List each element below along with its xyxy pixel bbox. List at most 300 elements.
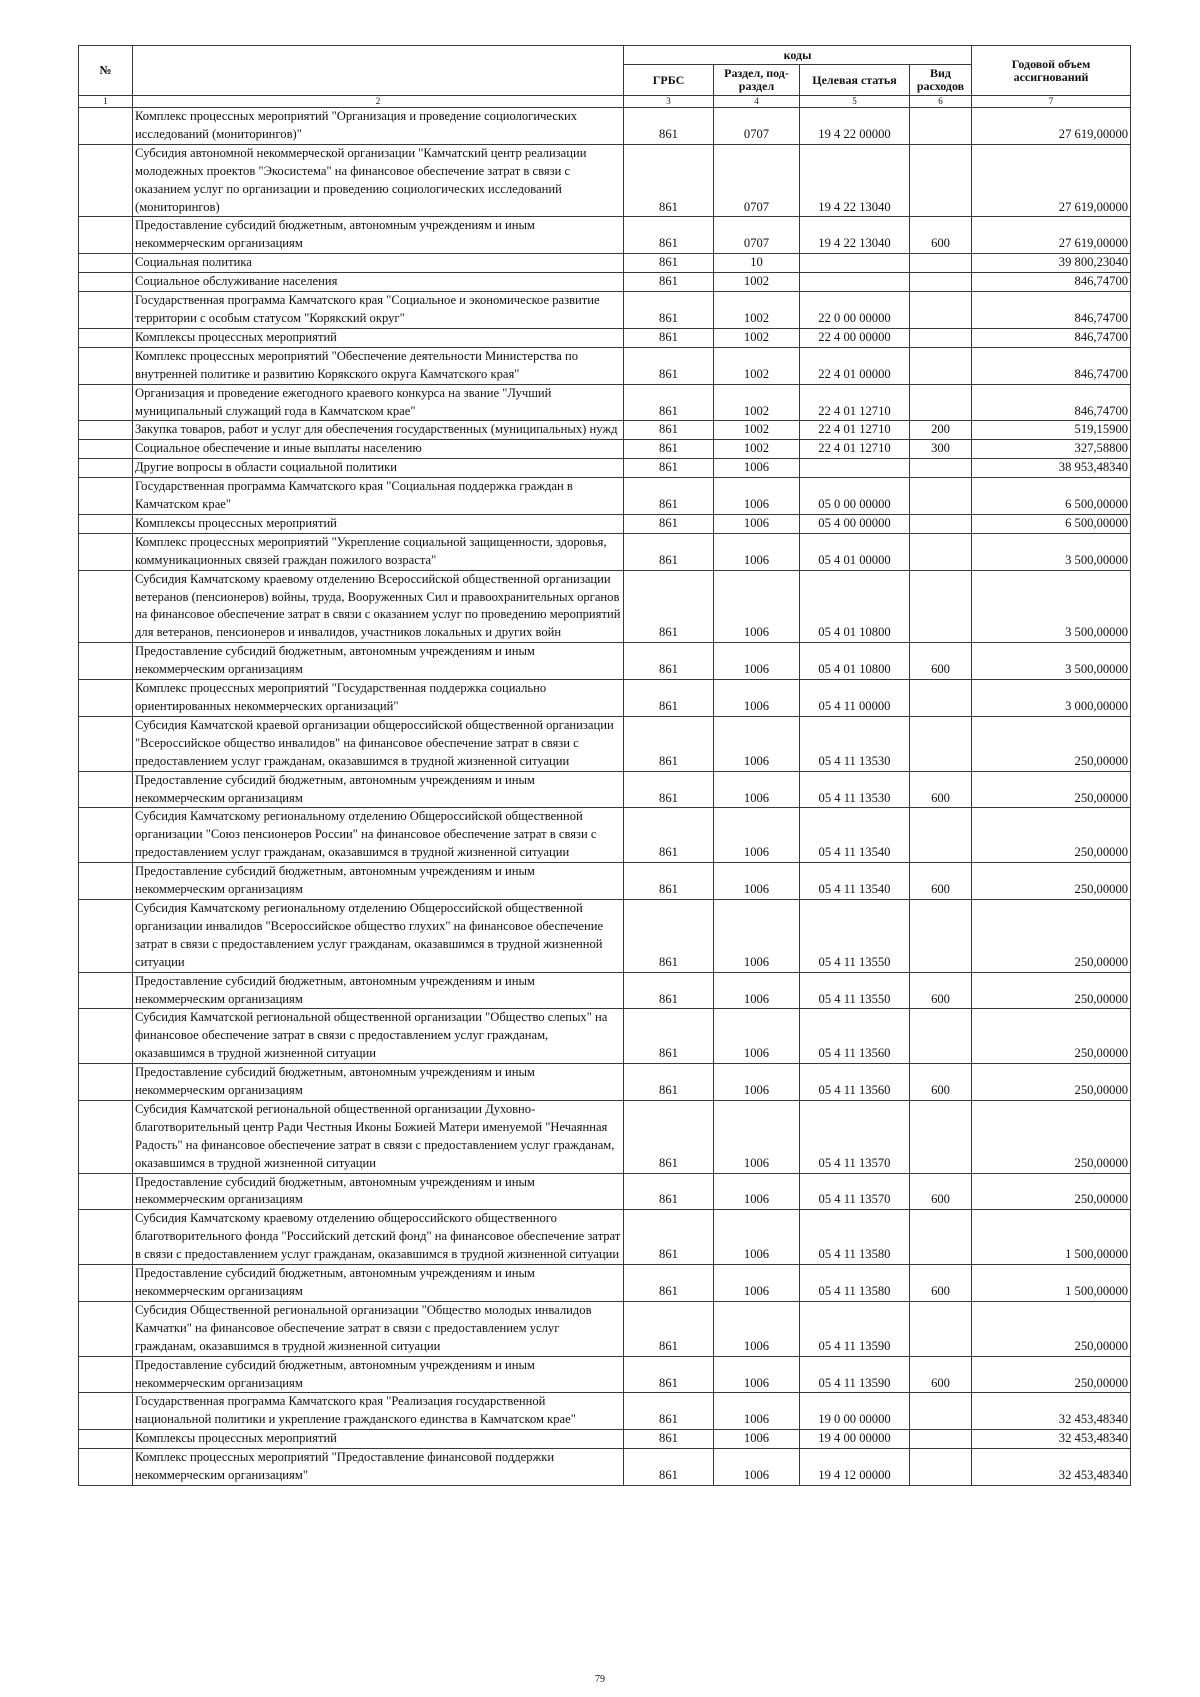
row-exp-type-cell [910, 1009, 972, 1064]
table-body [79, 108, 1131, 1486]
row-grbs-cell: 861 [624, 716, 714, 771]
row-number-cell [79, 1301, 133, 1356]
row-exp-type-cell [910, 1100, 972, 1173]
row-amount-cell: 250,00000 [972, 972, 1131, 1009]
row-name-cell: Комплекс процессных мероприятий "Государственная поддержка социально ориентированных некоммерческих организаций" [133, 680, 624, 717]
row-name-cell: Предоставление субсидий бюджетным, автономным учреждениям и иным некоммерческим организациям [133, 1265, 624, 1302]
row-number-cell [79, 771, 133, 808]
row-grbs-cell: 861 [624, 384, 714, 421]
row-amount-cell: 250,00000 [972, 1356, 1131, 1393]
row-exp-type-cell [910, 478, 972, 515]
row-grbs-cell: 861 [624, 440, 714, 459]
row-amount-cell: 250,00000 [972, 1064, 1131, 1101]
header-section: Раздел, под-раздел [714, 65, 800, 96]
row-section-cell: 1006 [714, 771, 800, 808]
row-grbs-cell: 861 [624, 899, 714, 972]
row-amount-cell: 32 453,48340 [972, 1430, 1131, 1449]
table-row [79, 808, 1131, 863]
row-name-cell: Комплексы процессных мероприятий [133, 514, 624, 533]
row-number-cell [79, 1173, 133, 1210]
row-number-cell [79, 347, 133, 384]
row-name-cell: Субсидия Общественной региональной организации "Общество молодых инвалидов Камчатки" на финансовое обеспечение затрат в связи с предоставлением услуг гражданам, оказавшимся в трудной жизненной ситуации [133, 1301, 624, 1356]
row-grbs-cell: 861 [624, 570, 714, 643]
table-row [79, 421, 1131, 440]
row-exp-type-cell: 600 [910, 1356, 972, 1393]
column-number: 1 [79, 96, 133, 108]
row-target-cell: 22 0 00 00000 [800, 292, 910, 329]
header-target: Целевая статья [800, 65, 910, 96]
table-row [79, 254, 1131, 273]
row-target-cell [800, 254, 910, 273]
row-number-cell [79, 440, 133, 459]
row-amount-cell: 32 453,48340 [972, 1393, 1131, 1430]
row-name-cell: Предоставление субсидий бюджетным, автономным учреждениям и иным некоммерческим организациям [133, 217, 624, 254]
table-row [79, 570, 1131, 643]
row-number-cell [79, 533, 133, 570]
row-exp-type-cell [910, 1449, 972, 1486]
column-number: 6 [910, 96, 972, 108]
table-row [79, 680, 1131, 717]
row-section-cell: 1002 [714, 328, 800, 347]
row-name-cell: Субсидия Камчатской региональной общественной организации "Общество слепых" на финансовое обеспечение затрат в связи с предоставлением услуг гражданам, оказавшимся в трудной жизненной ситуации [133, 1009, 624, 1064]
row-amount-cell: 27 619,00000 [972, 108, 1131, 145]
row-number-cell [79, 478, 133, 515]
row-grbs-cell: 861 [624, 1173, 714, 1210]
row-amount-cell: 250,00000 [972, 716, 1131, 771]
header-name [133, 46, 624, 96]
row-amount-cell: 846,74700 [972, 384, 1131, 421]
row-exp-type-cell [910, 144, 972, 217]
row-section-cell: 1006 [714, 533, 800, 570]
row-section-cell: 1002 [714, 384, 800, 421]
row-name-cell: Государственная программа Камчатского края "Социальное и экономическое развитие территории с особым статусом "Корякский округ" [133, 292, 624, 329]
row-section-cell: 1006 [714, 1449, 800, 1486]
row-number-cell [79, 514, 133, 533]
table-row [79, 1449, 1131, 1486]
row-section-cell: 1006 [714, 570, 800, 643]
row-amount-cell: 6 500,00000 [972, 478, 1131, 515]
row-name-cell: Предоставление субсидий бюджетным, автономным учреждениям и иным некоммерческим организациям [133, 863, 624, 900]
row-exp-type-cell: 600 [910, 863, 972, 900]
row-section-cell: 0707 [714, 217, 800, 254]
table-row [79, 771, 1131, 808]
row-section-cell: 10 [714, 254, 800, 273]
row-name-cell: Предоставление субсидий бюджетным, автономным учреждениям и иным некоммерческим организациям [133, 771, 624, 808]
row-number-cell [79, 716, 133, 771]
row-section-cell: 1006 [714, 459, 800, 478]
row-number-cell [79, 1064, 133, 1101]
row-target-cell: 05 4 01 10800 [800, 643, 910, 680]
row-exp-type-cell [910, 273, 972, 292]
row-number-cell [79, 570, 133, 643]
row-target-cell: 05 4 11 13580 [800, 1210, 910, 1265]
row-amount-cell: 519,15900 [972, 421, 1131, 440]
row-target-cell: 22 4 01 00000 [800, 347, 910, 384]
row-name-cell: Другие вопросы в области социальной политики [133, 459, 624, 478]
row-section-cell: 1006 [714, 1210, 800, 1265]
row-exp-type-cell: 600 [910, 217, 972, 254]
row-target-cell: 05 4 00 00000 [800, 514, 910, 533]
table-row [79, 108, 1131, 145]
row-amount-cell: 3 500,00000 [972, 533, 1131, 570]
row-exp-type-cell [910, 384, 972, 421]
row-grbs-cell: 861 [624, 347, 714, 384]
row-number-cell [79, 972, 133, 1009]
row-number-cell [79, 273, 133, 292]
row-number-cell [79, 808, 133, 863]
table-row [79, 1393, 1131, 1430]
row-amount-cell: 846,74700 [972, 292, 1131, 329]
row-target-cell: 19 4 12 00000 [800, 1449, 910, 1486]
row-section-cell: 0707 [714, 144, 800, 217]
table-row [79, 328, 1131, 347]
row-number-cell [79, 1449, 133, 1486]
row-target-cell: 05 4 11 13550 [800, 899, 910, 972]
row-number-cell [79, 421, 133, 440]
row-number-cell [79, 863, 133, 900]
row-exp-type-cell [910, 347, 972, 384]
row-target-cell: 19 4 22 13040 [800, 217, 910, 254]
row-name-cell: Социальное обеспечение и иные выплаты населению [133, 440, 624, 459]
row-name-cell: Государственная программа Камчатского края "Социальная поддержка граждан в Камчатском крае" [133, 478, 624, 515]
row-exp-type-cell: 600 [910, 771, 972, 808]
row-name-cell: Социальная политика [133, 254, 624, 273]
row-target-cell: 05 4 11 13550 [800, 972, 910, 1009]
row-grbs-cell: 861 [624, 328, 714, 347]
row-number-cell [79, 1210, 133, 1265]
row-target-cell: 05 4 11 13530 [800, 771, 910, 808]
row-grbs-cell: 861 [624, 1301, 714, 1356]
row-amount-cell: 250,00000 [972, 1100, 1131, 1173]
row-section-cell: 1006 [714, 972, 800, 1009]
table-header [79, 46, 1131, 108]
row-section-cell: 1006 [714, 643, 800, 680]
row-exp-type-cell [910, 328, 972, 347]
row-name-cell: Предоставление субсидий бюджетным, автономным учреждениям и иным некоммерческим организациям [133, 1173, 624, 1210]
row-section-cell: 1006 [714, 478, 800, 515]
header-no: № [79, 46, 133, 96]
row-exp-type-cell [910, 1393, 972, 1430]
row-name-cell: Комплекс процессных мероприятий "Укрепление социальной защищенности, здоровья, коммуникационных связей граждан пожилого возраста" [133, 533, 624, 570]
row-exp-type-cell [910, 254, 972, 273]
row-target-cell: 05 4 11 13540 [800, 808, 910, 863]
row-exp-type-cell [910, 899, 972, 972]
budget-sheet [78, 45, 1130, 1486]
column-number: 4 [714, 96, 800, 108]
row-exp-type-cell: 600 [910, 643, 972, 680]
row-number-cell [79, 1356, 133, 1393]
row-name-cell: Государственная программа Камчатского края "Реализация государственной национальной политики и укрепление гражданского единства в Камчатском крае" [133, 1393, 624, 1430]
table-row [79, 144, 1131, 217]
row-grbs-cell: 861 [624, 680, 714, 717]
row-target-cell: 19 4 22 13040 [800, 144, 910, 217]
row-grbs-cell: 861 [624, 421, 714, 440]
table-row [79, 478, 1131, 515]
row-section-cell: 1006 [714, 899, 800, 972]
row-amount-cell: 250,00000 [972, 771, 1131, 808]
row-section-cell: 1006 [714, 1064, 800, 1101]
row-number-cell [79, 1393, 133, 1430]
row-grbs-cell: 861 [624, 771, 714, 808]
row-section-cell: 0707 [714, 108, 800, 145]
row-name-cell: Комплексы процессных мероприятий [133, 328, 624, 347]
row-section-cell: 1002 [714, 421, 800, 440]
row-section-cell: 1002 [714, 273, 800, 292]
row-name-cell: Социальное обслуживание населения [133, 273, 624, 292]
row-target-cell [800, 459, 910, 478]
table-row [79, 1009, 1131, 1064]
row-target-cell: 05 4 11 13560 [800, 1009, 910, 1064]
budget-table [78, 45, 1131, 1486]
table-row [79, 643, 1131, 680]
row-exp-type-cell: 600 [910, 1265, 972, 1302]
row-number-cell [79, 459, 133, 478]
row-section-cell: 1006 [714, 1009, 800, 1064]
row-target-cell: 22 4 00 00000 [800, 328, 910, 347]
table-row [79, 533, 1131, 570]
row-grbs-cell: 861 [624, 292, 714, 329]
table-row [79, 459, 1131, 478]
row-grbs-cell: 861 [624, 808, 714, 863]
table-row [79, 716, 1131, 771]
row-name-cell: Субсидия Камчатскому региональному отделению Общероссийской общественной организации "Союз пенсионеров России" на финансовое обеспечение затрат в связи с предоставлением услуг гражданам, оказавшимся в трудной жизненной ситуации [133, 808, 624, 863]
row-amount-cell: 1 500,00000 [972, 1210, 1131, 1265]
row-section-cell: 1006 [714, 863, 800, 900]
row-target-cell [800, 273, 910, 292]
row-exp-type-cell [910, 716, 972, 771]
row-name-cell: Закупка товаров, работ и услуг для обеспечения государственных (муниципальных) нужд [133, 421, 624, 440]
row-exp-type-cell [910, 459, 972, 478]
row-section-cell: 1006 [714, 808, 800, 863]
row-exp-type-cell [910, 108, 972, 145]
row-grbs-cell: 861 [624, 1064, 714, 1101]
row-grbs-cell: 861 [624, 459, 714, 478]
row-exp-type-cell [910, 533, 972, 570]
row-exp-type-cell [910, 680, 972, 717]
table-row [79, 1356, 1131, 1393]
row-name-cell: Организация и проведение ежегодного краевого конкурса на звание "Лучший муниципальный служащий года в Камчатском крае" [133, 384, 624, 421]
row-number-cell [79, 254, 133, 273]
row-amount-cell: 250,00000 [972, 899, 1131, 972]
row-name-cell: Комплекс процессных мероприятий "Обеспечение деятельности Министерства по внутренней политике и развитию Корякского округа Камчатского края" [133, 347, 624, 384]
row-target-cell: 05 4 11 13580 [800, 1265, 910, 1302]
row-number-cell [79, 217, 133, 254]
row-exp-type-cell: 200 [910, 421, 972, 440]
row-target-cell: 19 4 22 00000 [800, 108, 910, 145]
row-grbs-cell: 861 [624, 1393, 714, 1430]
row-name-cell: Предоставление субсидий бюджетным, автономным учреждениям и иным некоммерческим организациям [133, 1064, 624, 1101]
row-grbs-cell: 861 [624, 972, 714, 1009]
row-name-cell: Комплекс процессных мероприятий "Организация и проведение социологических исследований (мониторингов)" [133, 108, 624, 145]
row-grbs-cell: 861 [624, 1430, 714, 1449]
row-name-cell: Субсидия Камчатскому региональному отделению Общероссийской общественной организации инвалидов "Всероссийское общество глухих" на финансовое обеспечение затрат в связи с предоставлением услуг гражданам, оказавшимся в трудной жизненной ситуации [133, 899, 624, 972]
row-amount-cell: 846,74700 [972, 328, 1131, 347]
row-amount-cell: 250,00000 [972, 1301, 1131, 1356]
row-target-cell: 05 4 11 13570 [800, 1100, 910, 1173]
row-exp-type-cell [910, 292, 972, 329]
header-grbs: ГРБС [624, 65, 714, 96]
row-target-cell: 05 4 11 13590 [800, 1356, 910, 1393]
row-target-cell: 05 0 00 00000 [800, 478, 910, 515]
row-name-cell: Субсидия Камчатскому краевому отделению общероссийского общественного благотворительного фонда "Российский детский фонд" на финансовое обеспечение затрат в связи с предоставлением услуг гражданам, оказавшимся в трудной жизненной ситуации [133, 1210, 624, 1265]
table-row [79, 1173, 1131, 1210]
row-grbs-cell: 861 [624, 108, 714, 145]
column-number: 2 [133, 96, 624, 108]
row-grbs-cell: 861 [624, 643, 714, 680]
row-section-cell: 1006 [714, 680, 800, 717]
row-number-cell [79, 292, 133, 329]
row-section-cell: 1006 [714, 716, 800, 771]
row-grbs-cell: 861 [624, 1356, 714, 1393]
row-amount-cell: 3 000,00000 [972, 680, 1131, 717]
row-section-cell: 1006 [714, 1301, 800, 1356]
row-section-cell: 1006 [714, 1100, 800, 1173]
table-row [79, 273, 1131, 292]
row-target-cell: 05 4 11 13540 [800, 863, 910, 900]
table-row [79, 972, 1131, 1009]
table-row [79, 1210, 1131, 1265]
table-row [79, 440, 1131, 459]
row-name-cell: Субсидия Камчатскому краевому отделению Всероссийской общественной организации ветеранов (пенсионеров) войны, труда, Вооруженных Сил и правоохранительных органов на финансовое обеспечение затрат в связи с оказанием услуг по проведению мероприятий для ветеранов, пенсионеров и инвалидов, участников локальных и других войн [133, 570, 624, 643]
header-codes: коды [624, 46, 972, 65]
row-target-cell: 22 4 01 12710 [800, 421, 910, 440]
row-grbs-cell: 861 [624, 533, 714, 570]
row-number-cell [79, 108, 133, 145]
column-number: 5 [800, 96, 910, 108]
row-grbs-cell: 861 [624, 1265, 714, 1302]
row-exp-type-cell [910, 1301, 972, 1356]
row-name-cell: Комплексы процессных мероприятий [133, 1430, 624, 1449]
row-number-cell [79, 1009, 133, 1064]
row-amount-cell: 3 500,00000 [972, 643, 1131, 680]
row-number-cell [79, 1430, 133, 1449]
row-grbs-cell: 861 [624, 1210, 714, 1265]
row-amount-cell: 27 619,00000 [972, 217, 1131, 254]
row-amount-cell: 250,00000 [972, 863, 1131, 900]
row-target-cell: 05 4 11 00000 [800, 680, 910, 717]
row-name-cell: Комплекс процессных мероприятий "Предоставление финансовой поддержки некоммерческим организациям" [133, 1449, 624, 1486]
row-amount-cell: 6 500,00000 [972, 514, 1131, 533]
column-number: 7 [972, 96, 1131, 108]
row-section-cell: 1002 [714, 440, 800, 459]
row-grbs-cell: 861 [624, 863, 714, 900]
row-number-cell [79, 384, 133, 421]
row-exp-type-cell: 300 [910, 440, 972, 459]
row-amount-cell: 38 953,48340 [972, 459, 1131, 478]
row-exp-type-cell [910, 808, 972, 863]
row-section-cell: 1006 [714, 1393, 800, 1430]
row-name-cell: Субсидия Камчатской региональной общественной организации Духовно-благотворительный центр Ради Честныя Иконы Божией Матери именуемой "Нечаянная Радость" на финансовое обеспечение затрат в связи с предоставлением услуг гражданам, оказавшимся в трудной жизненной ситуации [133, 1100, 624, 1173]
row-grbs-cell: 861 [624, 478, 714, 515]
header-amount: Годовой объем ассигнований [972, 46, 1131, 96]
row-number-cell [79, 680, 133, 717]
row-name-cell: Предоставление субсидий бюджетным, автономным учреждениям и иным некоммерческим организациям [133, 1356, 624, 1393]
table-row [79, 384, 1131, 421]
row-target-cell: 05 4 11 13530 [800, 716, 910, 771]
row-amount-cell: 250,00000 [972, 1009, 1131, 1064]
header-exp-type: Вид расходов [910, 65, 972, 96]
row-amount-cell: 846,74700 [972, 347, 1131, 384]
table-row [79, 1265, 1131, 1302]
row-amount-cell: 1 500,00000 [972, 1265, 1131, 1302]
row-name-cell: Предоставление субсидий бюджетным, автономным учреждениям и иным некоммерческим организациям [133, 972, 624, 1009]
table-row [79, 292, 1131, 329]
table-row [79, 1430, 1131, 1449]
row-section-cell: 1002 [714, 292, 800, 329]
row-grbs-cell: 861 [624, 273, 714, 292]
table-row [79, 514, 1131, 533]
row-grbs-cell: 861 [624, 1449, 714, 1486]
row-amount-cell: 250,00000 [972, 808, 1131, 863]
row-exp-type-cell: 600 [910, 1173, 972, 1210]
row-grbs-cell: 861 [624, 514, 714, 533]
row-grbs-cell: 861 [624, 144, 714, 217]
row-grbs-cell: 861 [624, 1100, 714, 1173]
table-row [79, 1064, 1131, 1101]
row-amount-cell: 32 453,48340 [972, 1449, 1131, 1486]
row-amount-cell: 250,00000 [972, 1173, 1131, 1210]
row-number-cell [79, 643, 133, 680]
row-exp-type-cell [910, 1430, 972, 1449]
table-row [79, 217, 1131, 254]
row-number-cell [79, 328, 133, 347]
row-target-cell: 05 4 01 10800 [800, 570, 910, 643]
row-target-cell: 05 4 11 13590 [800, 1301, 910, 1356]
row-amount-cell: 327,58800 [972, 440, 1131, 459]
row-name-cell: Предоставление субсидий бюджетным, автономным учреждениям и иным некоммерческим организациям [133, 643, 624, 680]
table-row [79, 347, 1131, 384]
row-section-cell: 1006 [714, 1356, 800, 1393]
row-target-cell: 05 4 11 13560 [800, 1064, 910, 1101]
row-section-cell: 1006 [714, 514, 800, 533]
row-section-cell: 1006 [714, 1430, 800, 1449]
row-exp-type-cell: 600 [910, 972, 972, 1009]
row-exp-type-cell [910, 570, 972, 643]
row-section-cell: 1006 [714, 1173, 800, 1210]
row-grbs-cell: 861 [624, 254, 714, 273]
row-exp-type-cell: 600 [910, 1064, 972, 1101]
page-number: 79 [595, 1674, 605, 1685]
row-amount-cell: 27 619,00000 [972, 144, 1131, 217]
row-amount-cell: 3 500,00000 [972, 570, 1131, 643]
row-target-cell: 05 4 11 13570 [800, 1173, 910, 1210]
row-target-cell: 22 4 01 12710 [800, 440, 910, 459]
row-exp-type-cell [910, 514, 972, 533]
row-target-cell: 22 4 01 12710 [800, 384, 910, 421]
row-number-cell [79, 1100, 133, 1173]
row-target-cell: 19 0 00 00000 [800, 1393, 910, 1430]
table-row [79, 863, 1131, 900]
row-grbs-cell: 861 [624, 1009, 714, 1064]
row-target-cell: 05 4 01 00000 [800, 533, 910, 570]
row-grbs-cell: 861 [624, 217, 714, 254]
table-row [79, 899, 1131, 972]
row-target-cell: 19 4 00 00000 [800, 1430, 910, 1449]
table-row [79, 1100, 1131, 1173]
row-number-cell [79, 899, 133, 972]
row-name-cell: Субсидия автономной некоммерческой организации "Камчатский центр реализации молодежных проектов "Экосистема" на финансовое обеспечение затрат в связи с оказанием услуг по организации и проведению социологических исследований (мониторингов) [133, 144, 624, 217]
row-amount-cell: 39 800,23040 [972, 254, 1131, 273]
column-number: 3 [624, 96, 714, 108]
row-number-cell [79, 1265, 133, 1302]
row-amount-cell: 846,74700 [972, 273, 1131, 292]
row-exp-type-cell [910, 1210, 972, 1265]
row-section-cell: 1006 [714, 1265, 800, 1302]
row-name-cell: Субсидия Камчатской краевой организации общероссийской общественной организации "Всероссийское общество инвалидов" на финансовое обеспечение затрат в связи с предоставлением услуг гражданам, оказавшимся в трудной жизненной ситуации [133, 716, 624, 771]
row-section-cell: 1002 [714, 347, 800, 384]
row-number-cell [79, 144, 133, 217]
table-row [79, 1301, 1131, 1356]
